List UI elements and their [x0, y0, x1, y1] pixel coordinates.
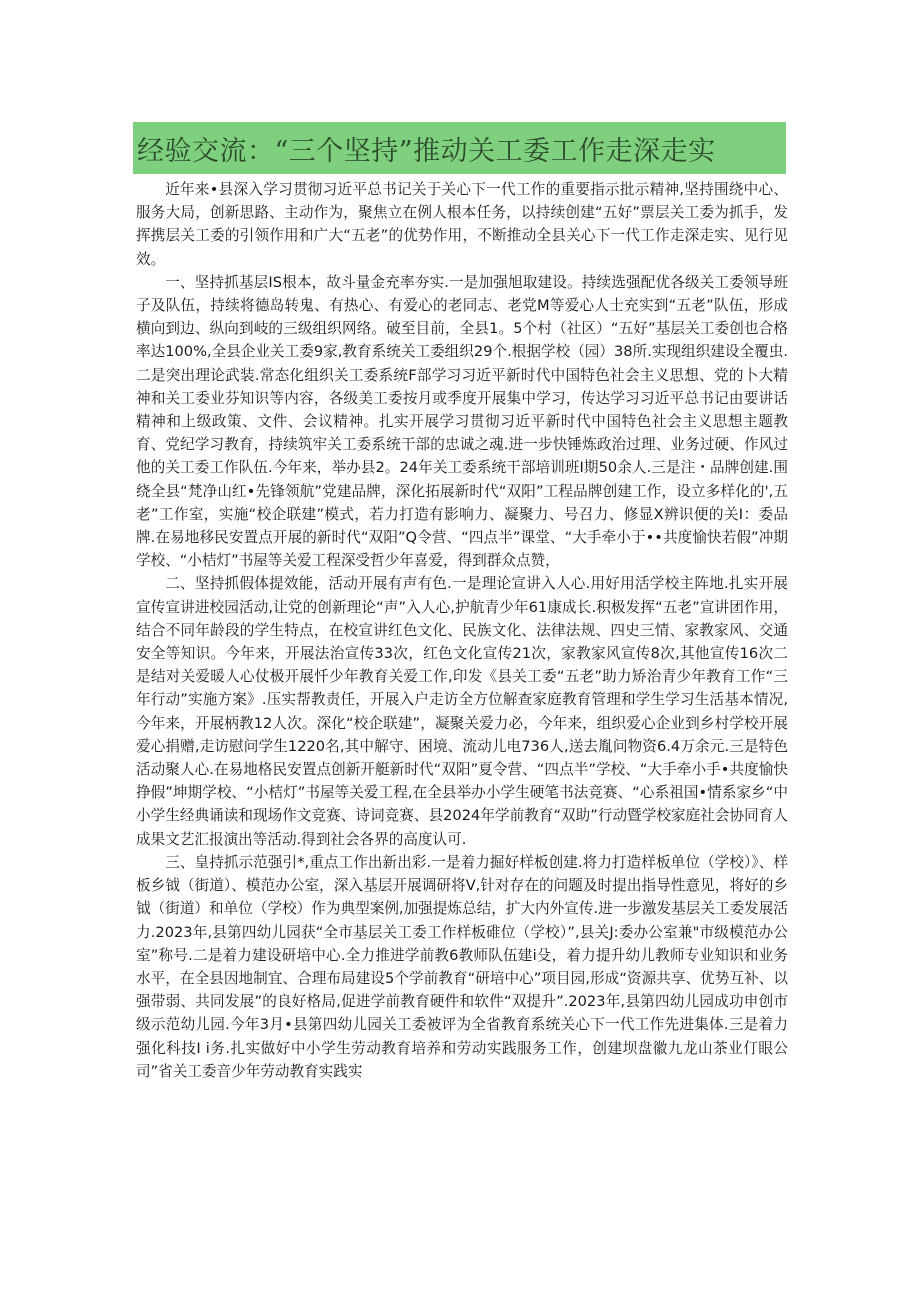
page-title: 经验交流：“三个坚持”推动关工委工作走深走实	[137, 135, 716, 167]
section-two-paragraph: 二、坚持抓假体提效能，活动开展有声有色.一是理论宣讲入人心.用好用活学校主阵地.扎实开展宣传宣讲进校园活动,让党的创新理论“声”入人心,护航青少年61康成长.积极发挥“五老”宣讲团作用，结合不同年龄段的学生特点，在校宣讲红色文化、民族文化、法律法规、四史三情、家教家风、交通安全等知识。今年来，开展法治宣传33次，红色文化宣传21次，家教家风宣传8次,其他宣传16次二是结对关爱暖人心仗极开展忏少年教育关爱工作,印发《县关工委“五老”助力矫治青少年教育工作“三年行动”实施方案》.压实帮教责任，开展入户走访全方位解查家庭教育管理和学生学习生活基本情况,今年来，开展柄教12人次。深化“校企联建”，凝聚关爱力必，今年来，组织爱心企业到乡村学校开展爱心捐赠,走访慰问学生1220名,其中解守、困境、流动儿电736人,送去胤问物资6.4万余元.三是特色活动聚人心.在易地格民安置点创新开艇新时代“双阳”夏令营、“四点半”学校、“大手牵小手•共度愉快挣假”坤期学校、“小桔灯”书屋等关爱工程,在全县举办小学生硬笔书法竞赛、“心系祖国•情系家乡“中小学生经典诵读和现场作文竞赛、诗词竞赛、县2024年学前教育“双助”行动暨学校家庭社会协同育人成果文艺汇报演出等活动.得到社会各界的高度认可.	[136, 575, 788, 848]
article-body	[136, 178, 788, 1083]
section-three-paragraph: 三、皇持抓示范强引*,重点工作出新出彩.一是着力掘好样板创建.将力打造样板单位（学校）》、样板乡钺（街道）、模范办公室，深入基层开展调研将V,针对存在的问题及时提出指导性意见，将好的乡钺（街道）和单位（学校）作为典型案例,加强提炼总结，扩大内外宣传.进一步激发基层关工委发展活力.2023年,县第四幼儿园获“全市基层关工委工作样板碓位（学校）”,县关J:委办公室兼"市级模范办公室”称号.二是着力建设研培中心.全力推进学前教6教师队伍建i殳，着力提升幼儿教师专业知识和业务水平，在全县因地制宜、合理布局建设5个学前教育“研培中心”项目园,形成“资源共享、优势互补、以强带弱、共同发展”的良好格局,促进学前教育硬件和软件“双提升”.2023年,县第四幼儿园成功申创市级示范幼儿园.今年3月•县第四幼儿园关工委被评为全省教育系统关心下一代工作先进集体.三是着力强化科技I i务.扎实做好中小学生劳动教育培养和劳动实践服务工作，创建坝盘徽九龙山茶业仃眼公司”省关工委音少年劳动教育实践实	[136, 853, 788, 1080]
section-one-paragraph: 一、坚持抓基层IS根本，故斗量金充率夯实.一是加强旭取建设。持续选强配优各级关工委领导班子及队伍，持续将德岛转鬼、有热心、有爱心的老同志、老党M等爱心人士充实到“五老”队伍，形成横向到边、纵向到岐的三级组织网络。破至目前，全县1。5个村（社区）“五好”基层关工委创也合格率达100%,全县企业关工委9家,教育系统关工委组织29个.根据学校（园）38所.实现组织建设全覆虫.二是突出理论武装.常态化组织关工委系统F部学习习近平新时代中国特色社会主义思想、党的卜大精神和关工委业芬知识等内容，各级美工委按月或季度开展集中学习，传达学习习近平总书记由要讲话精神和上级政策、文件、会议精神。扎实开展学习贯彻习近平新时代中国特色社会主义思想主题教育、党纪学习教育，持续筑牢关工委系统干部的忠诚之魂.进一步快锤炼政治过理、业务过硬、作风过他的关工委工作队伍.今年来，举办县2。24年关工委系统干部培训班I期50余人.三是注・品牌创建.围绕全县“梵净山红•先锋领航”党建品牌，深化拓展新时代“双阳”工程品牌创建工作，设立多样化的',五老”工作室，实施“校企联建”模式，若力打造有影响力、凝聚力、号召力、修显X辨识便的关I：委品牌.在易地移民安置点开展的新时代“双阳”Q令营、“四点半”课堂、“大手牵小于••共度愉快若假”冲期学校、“小桔灯”书屋等关爱工程深受哲少年喜爱，得到群众点赞，	[136, 273, 788, 570]
intro-paragraph: 近年来•县深入学习贯彻习近平总书记关于关心下一代工作的重要指示批示精神,坚持围绕中心、服务大局，创新思路、主动作为，聚焦立在例人根本任务，以持续创建“五好”票层关工委为抓手，发挥携层关工委的引领作用和广大“五老”的优势作用，不断推动全县关心下一代工作走深走实、见行见效。	[136, 181, 788, 268]
title-banner	[133, 122, 786, 174]
